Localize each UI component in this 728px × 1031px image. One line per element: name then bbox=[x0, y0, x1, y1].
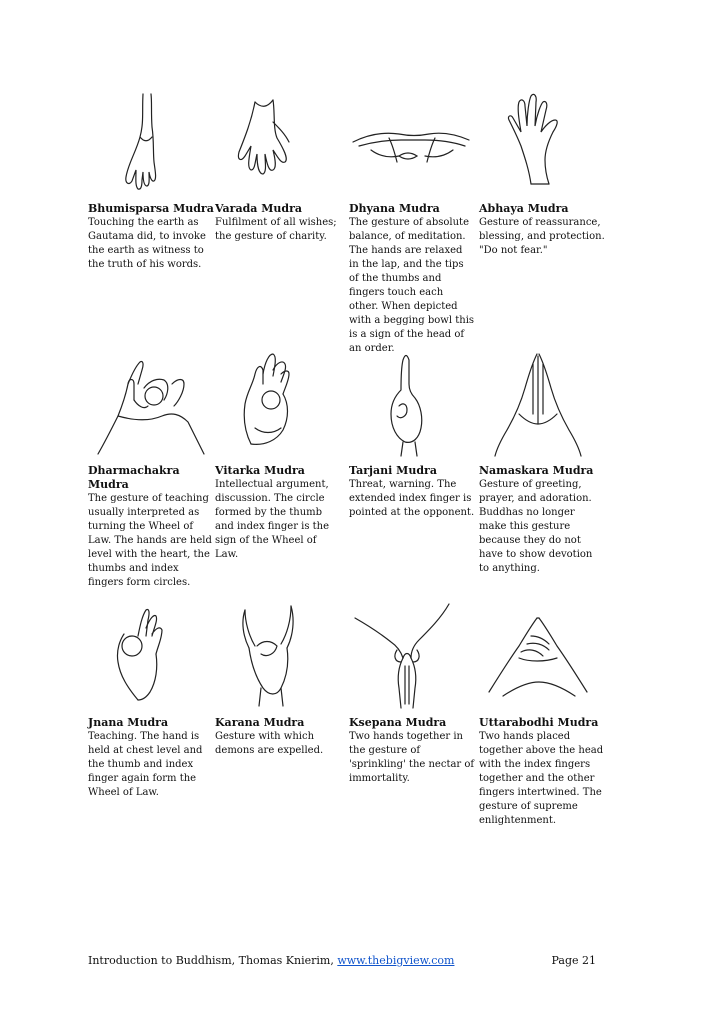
mudra-description: Gesture of greeting, prayer, and adoration. Buddhas no longer make this gesture because they do not have to show devotion to anything. bbox=[479, 479, 593, 574]
mudra-item-varada bbox=[215, 82, 341, 244]
mudra-name: Ksepana Mudra bbox=[349, 716, 447, 729]
hand-pointing-down-illustration bbox=[88, 82, 214, 202]
mudra-description: Two hands together in the gesture of 'sprinkling' the nectar of immortality. bbox=[349, 731, 475, 784]
mudra-name: Bhumisparsa Mudra bbox=[88, 202, 214, 215]
mudra-item-bhumisparsa bbox=[88, 82, 214, 272]
hands-intertwined-illustration bbox=[479, 596, 605, 716]
mudra-name: Uttarabodhi Mudra bbox=[479, 716, 599, 729]
mudra-row-1 bbox=[88, 82, 608, 354]
mudra-description: The gesture of absolute balance, of meditation. The hands are relaxed in the lap, and the tips of the thumbs and fingers touch each other. When depicted with a begging bowl this is a sign of the head of an order. bbox=[349, 217, 475, 354]
mudra-grid bbox=[88, 82, 608, 848]
mudra-row-3 bbox=[88, 596, 608, 848]
open-palm-down-illustration bbox=[215, 82, 341, 202]
mudra-name: Namaskara Mudra bbox=[479, 464, 594, 477]
mudra-name: Jnana Mudra bbox=[88, 716, 169, 729]
mudra-description: Two hands placed together above the head with the index fingers together and the other fingers intertwined. The gesture of supreme enlightenment. bbox=[479, 731, 604, 826]
hands-in-lap-illustration bbox=[349, 82, 475, 202]
mudra-description: Threat, warning. The extended index finger is pointed at the opponent. bbox=[349, 479, 475, 518]
mudra-description: The gesture of teaching usually interpreted as turning the Wheel of Law. The hands are held level with the heart, the thumbs and index fingers form circles. bbox=[88, 493, 212, 588]
mudra-item-uttarabodhi bbox=[479, 596, 605, 828]
mudra-item-namaskara bbox=[479, 344, 605, 576]
horned-hand-illustration bbox=[215, 596, 341, 716]
mudra-name: Karana Mudra bbox=[215, 716, 305, 729]
raised-palm-illustration bbox=[479, 82, 605, 202]
mudra-name: Tarjani Mudra bbox=[349, 464, 437, 477]
hand-circle-chest-illustration bbox=[88, 596, 214, 716]
mudra-name: Varada Mudra bbox=[215, 202, 303, 215]
mudra-item-jnana bbox=[88, 596, 214, 800]
mudra-name: Abhaya Mudra bbox=[479, 202, 569, 215]
mudra-description: Intellectual argument, discussion. The circle formed by the thumb and index finger is the sign of the Wheel of Law. bbox=[215, 479, 330, 560]
mudra-item-abhaya bbox=[479, 82, 605, 258]
footer-text: Introduction to Buddhism, Thomas Knierim, bbox=[88, 954, 338, 967]
mudra-description: Gesture with which demons are expelled. bbox=[215, 731, 324, 756]
footer-link[interactable]: www.thebigview.com bbox=[337, 954, 455, 967]
mudra-description: Gesture of reassurance, blessing, and protection. "Do not fear." bbox=[479, 217, 605, 256]
mudra-description: Touching the earth as Gautama did, to invoke the earth as witness to the truth of his words. bbox=[88, 217, 206, 270]
hands-sprinkling-illustration bbox=[349, 596, 475, 716]
mudra-item-vitarka bbox=[215, 344, 341, 562]
mudra-name: Vitarka Mudra bbox=[215, 464, 305, 477]
mudra-row-2 bbox=[88, 344, 608, 596]
mudra-item-tarjani bbox=[349, 344, 475, 520]
mudra-name: Dhyana Mudra bbox=[349, 202, 440, 215]
two-hands-circles-illustration bbox=[88, 344, 214, 464]
mudra-item-dhyana bbox=[349, 82, 475, 356]
mudra-description: Fulfilment of all wishes; the gesture of charity. bbox=[215, 217, 337, 242]
thumb-index-circle-illustration bbox=[215, 344, 341, 464]
joined-palms-illustration bbox=[479, 344, 605, 464]
footer-citation bbox=[88, 954, 454, 968]
mudra-description: Teaching. The hand is held at chest level and the thumb and index finger again form the Wheel of Law. bbox=[88, 731, 203, 798]
mudra-name: Dharmachakra Mudra bbox=[88, 464, 180, 491]
mudra-item-karana bbox=[215, 596, 341, 758]
mudra-item-dharmachakra bbox=[88, 344, 214, 590]
index-finger-raised-illustration bbox=[349, 344, 475, 464]
page-number: Page 21 bbox=[551, 954, 596, 967]
mudra-item-ksepana bbox=[349, 596, 475, 786]
